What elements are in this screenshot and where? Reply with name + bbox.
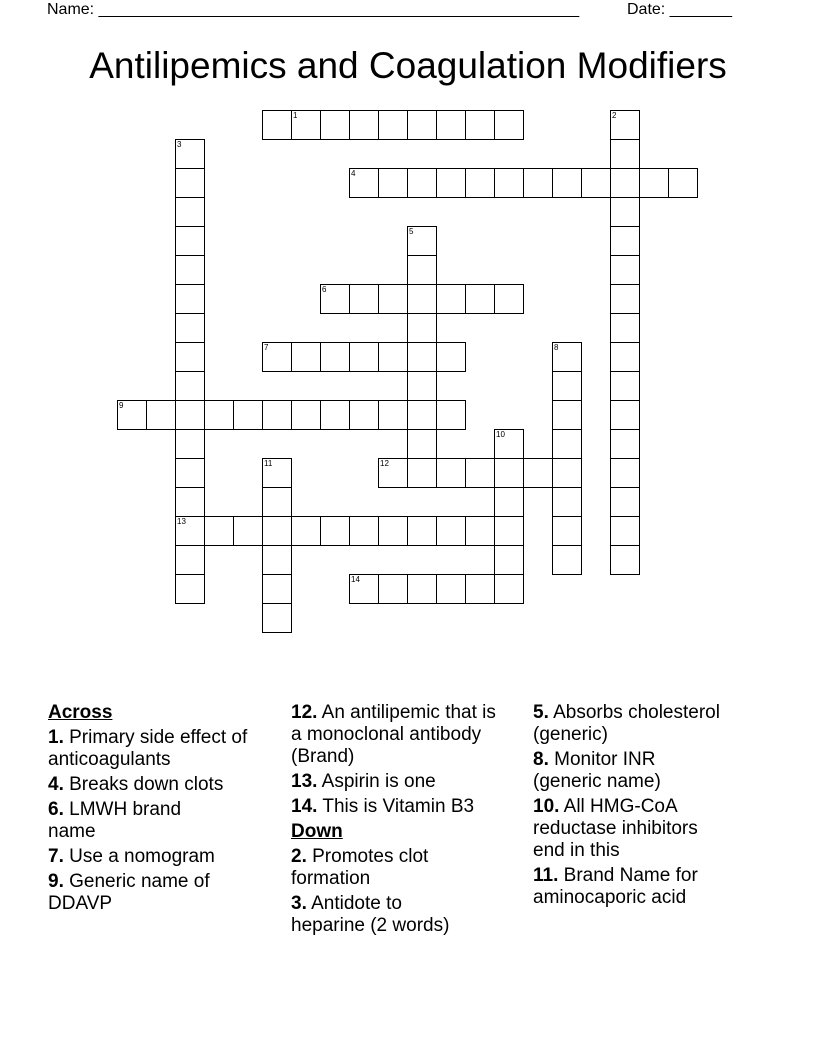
grid-cell[interactable] [407,458,437,488]
grid-cell[interactable] [407,313,437,343]
down-heading: Down [291,821,343,842]
grid-cell[interactable] [465,458,495,488]
clue-down-11 [533,865,733,909]
clue-text: All HMG-CoA reductase inhibitors end in this [533,796,698,861]
grid-cell[interactable] [175,516,205,546]
grid-cell[interactable] [175,574,205,604]
grid-cell[interactable] [407,284,437,314]
clue-number-label: 8 [554,343,559,352]
grid-cell[interactable] [494,458,524,488]
grid-cell[interactable] [378,516,408,546]
clue-number-label: 6 [322,285,327,294]
grid-cell[interactable] [175,284,205,314]
grid-cell[interactable] [320,110,350,140]
clue-down-5 [533,702,748,746]
clue-number: 10. [533,796,560,817]
clue-text: Monitor INR (generic name) [533,749,661,792]
grid-cell[interactable] [436,110,466,140]
grid-cell[interactable] [610,429,640,459]
grid-cell[interactable] [262,110,292,140]
clue-text: Generic name of DDAVP [48,871,210,914]
grid-cell[interactable] [262,574,292,604]
grid-cell[interactable] [262,400,292,430]
grid-cell[interactable] [349,516,379,546]
grid-cell[interactable] [407,342,437,372]
clues-column-3 [533,702,763,912]
grid-cell[interactable] [204,400,234,430]
across-heading: Across [48,702,113,723]
grid-cell[interactable] [610,139,640,169]
clue-text: Use a nomogram [63,846,215,867]
clue-number-label: 5 [409,227,414,236]
grid-cell[interactable] [610,284,640,314]
grid-cell[interactable] [436,516,466,546]
grid-cell[interactable] [552,429,582,459]
grid-cell[interactable] [610,110,640,140]
grid-cell[interactable] [494,487,524,517]
grid-cell[interactable] [146,400,176,430]
grid-cell[interactable] [610,516,640,546]
grid-cell[interactable] [407,226,437,256]
grid-cell[interactable] [494,110,524,140]
grid-cell[interactable] [291,516,321,546]
grid-cell[interactable] [436,400,466,430]
clue-number: 7. [48,846,64,867]
clue-number-label: 3 [177,140,182,149]
grid-cell[interactable] [175,313,205,343]
clue-across-13 [291,771,519,793]
grid-cell[interactable] [610,371,640,401]
grid-cell[interactable] [610,458,640,488]
clue-number-label: 9 [119,401,124,410]
grid-cell[interactable] [175,342,205,372]
clue-number-label: 11 [264,459,273,468]
grid-cell[interactable] [610,487,640,517]
grid-cell[interactable] [175,458,205,488]
grid-cell[interactable] [436,284,466,314]
grid-cell[interactable] [436,168,466,198]
grid-cell[interactable] [378,400,408,430]
grid-cell[interactable] [465,574,495,604]
grid-cell[interactable] [494,168,524,198]
grid-cell[interactable] [552,371,582,401]
clue-number-label: 14 [351,575,360,584]
grid-cell[interactable] [378,168,408,198]
grid-cell[interactable] [494,574,524,604]
clue-number: 11. [533,865,559,886]
clue-number-label: 12 [380,459,389,468]
grid-cell[interactable] [233,400,263,430]
clue-across-7 [48,846,280,868]
grid-cell[interactable] [175,545,205,575]
grid-cell[interactable] [494,545,524,575]
grid-cell[interactable] [320,400,350,430]
clues-column-2 [291,702,519,940]
grid-cell[interactable] [291,342,321,372]
clue-across-6 [48,799,218,843]
grid-cell[interactable] [349,574,379,604]
grid-cell[interactable] [291,110,321,140]
grid-cell[interactable] [262,603,292,633]
grid-cell[interactable] [552,487,582,517]
grid-cell[interactable] [378,284,408,314]
grid-cell[interactable] [581,168,611,198]
grid-cell[interactable] [465,284,495,314]
grid-cell[interactable] [175,400,205,430]
clue-down-10 [533,796,733,862]
clue-number: 12. [291,702,318,723]
grid-cell[interactable] [610,545,640,575]
grid-cell[interactable] [610,255,640,285]
clue-text: Antidote to heparine (2 words) [291,893,450,936]
clue-number: 1. [48,727,64,748]
grid-cell[interactable] [233,516,263,546]
clue-across-12 [291,702,501,768]
grid-cell[interactable] [262,516,292,546]
grid-cell[interactable] [262,458,292,488]
grid-cell[interactable] [552,342,582,372]
grid-cell[interactable] [407,371,437,401]
grid-cell[interactable] [175,371,205,401]
grid-cell[interactable] [175,429,205,459]
clue-number: 8. [533,749,549,770]
grid-cell[interactable] [610,197,640,227]
clue-number-label: 10 [496,430,505,439]
grid-cell[interactable] [291,400,321,430]
clue-number: 3. [291,893,307,914]
clue-across-1 [48,727,280,771]
grid-cell[interactable] [465,168,495,198]
grid-cell[interactable] [407,516,437,546]
clue-number: 4. [48,774,64,795]
clue-number: 9. [48,871,64,892]
clue-text: Breaks down clots [63,774,224,795]
clue-across-14 [291,796,519,818]
grid-cell[interactable] [610,226,640,256]
clue-number: 2. [291,846,307,867]
grid-cell[interactable] [320,516,350,546]
grid-cell[interactable] [639,168,669,198]
grid-cell[interactable] [436,458,466,488]
clue-number-label: 1 [293,111,298,120]
grid-cell[interactable] [523,458,553,488]
clue-text: An antilipemic that is a monoclonal antibody (Brand) [291,702,496,767]
clue-across-4 [48,774,280,796]
grid-cell[interactable] [407,400,437,430]
clue-number-label: 4 [351,169,356,178]
grid-cell[interactable] [610,400,640,430]
grid-cell[interactable] [349,400,379,430]
clue-down-8 [533,749,693,793]
clue-text: Promotes clot formation [291,846,429,889]
grid-cell[interactable] [407,168,437,198]
grid-cell[interactable] [320,342,350,372]
grid-cell[interactable] [262,545,292,575]
clue-text: This is Vitamin B3 [317,796,475,817]
grid-cell[interactable] [494,429,524,459]
clue-text: LMWH brand name [48,799,182,842]
grid-cell[interactable] [407,574,437,604]
grid-cell[interactable] [320,284,350,314]
grid-cell[interactable] [407,255,437,285]
grid-cell[interactable] [378,110,408,140]
clue-number: 6. [48,799,64,820]
clue-text: Aspirin is one [317,771,436,792]
grid-cell[interactable] [610,342,640,372]
clue-number-label: 7 [264,343,269,352]
grid-cell[interactable] [436,342,466,372]
grid-cell[interactable] [407,110,437,140]
grid-cell[interactable] [552,400,582,430]
puzzle-title: Antilipemics and Coagulation Modifiers [89,45,727,86]
grid-cell[interactable] [175,139,205,169]
grid-cell[interactable] [494,284,524,314]
clue-number-label: 13 [177,517,186,526]
grid-cell[interactable] [349,342,379,372]
grid-cell[interactable] [349,284,379,314]
grid-cell[interactable] [175,255,205,285]
clue-down-2 [291,846,471,890]
date-field-line: Date: _______ [627,1,732,18]
grid-cell[interactable] [378,458,408,488]
clues-column-1 [48,702,280,918]
clue-text: Brand Name for aminocaporic acid [533,865,698,908]
grid-cell[interactable] [407,429,437,459]
grid-cell[interactable] [349,110,379,140]
grid-cell[interactable] [465,110,495,140]
clue-number-label: 2 [612,111,617,120]
grid-cell[interactable] [175,168,205,198]
grid-cell[interactable] [262,487,292,517]
grid-cell[interactable] [175,197,205,227]
grid-cell[interactable] [378,342,408,372]
grid-cell[interactable] [523,168,553,198]
grid-cell[interactable] [175,487,205,517]
grid-cell[interactable] [610,313,640,343]
grid-cell[interactable] [610,168,640,198]
grid-cell[interactable] [552,545,582,575]
grid-cell[interactable] [436,574,466,604]
clue-down-3 [291,893,481,937]
grid-cell[interactable] [204,516,234,546]
clue-number: 14. [291,796,318,817]
grid-cell[interactable] [378,574,408,604]
grid-cell[interactable] [349,168,379,198]
grid-cell[interactable] [552,168,582,198]
grid-cell[interactable] [465,516,495,546]
grid-cell[interactable] [494,516,524,546]
grid-cell[interactable] [175,226,205,256]
clue-number: 5. [533,702,549,723]
clue-text: Primary side effect of anticoagulants [48,727,248,770]
clue-across-9 [48,871,248,915]
clue-text: Absorbs cholesterol (generic) [533,702,720,745]
grid-cell[interactable] [552,458,582,488]
grid-cell[interactable] [552,516,582,546]
grid-cell[interactable] [262,342,292,372]
grid-cell[interactable] [668,168,698,198]
name-field-line: Name: ______________________________________________________ [47,1,580,18]
clue-number: 13. [291,771,318,792]
grid-cell[interactable] [117,400,147,430]
